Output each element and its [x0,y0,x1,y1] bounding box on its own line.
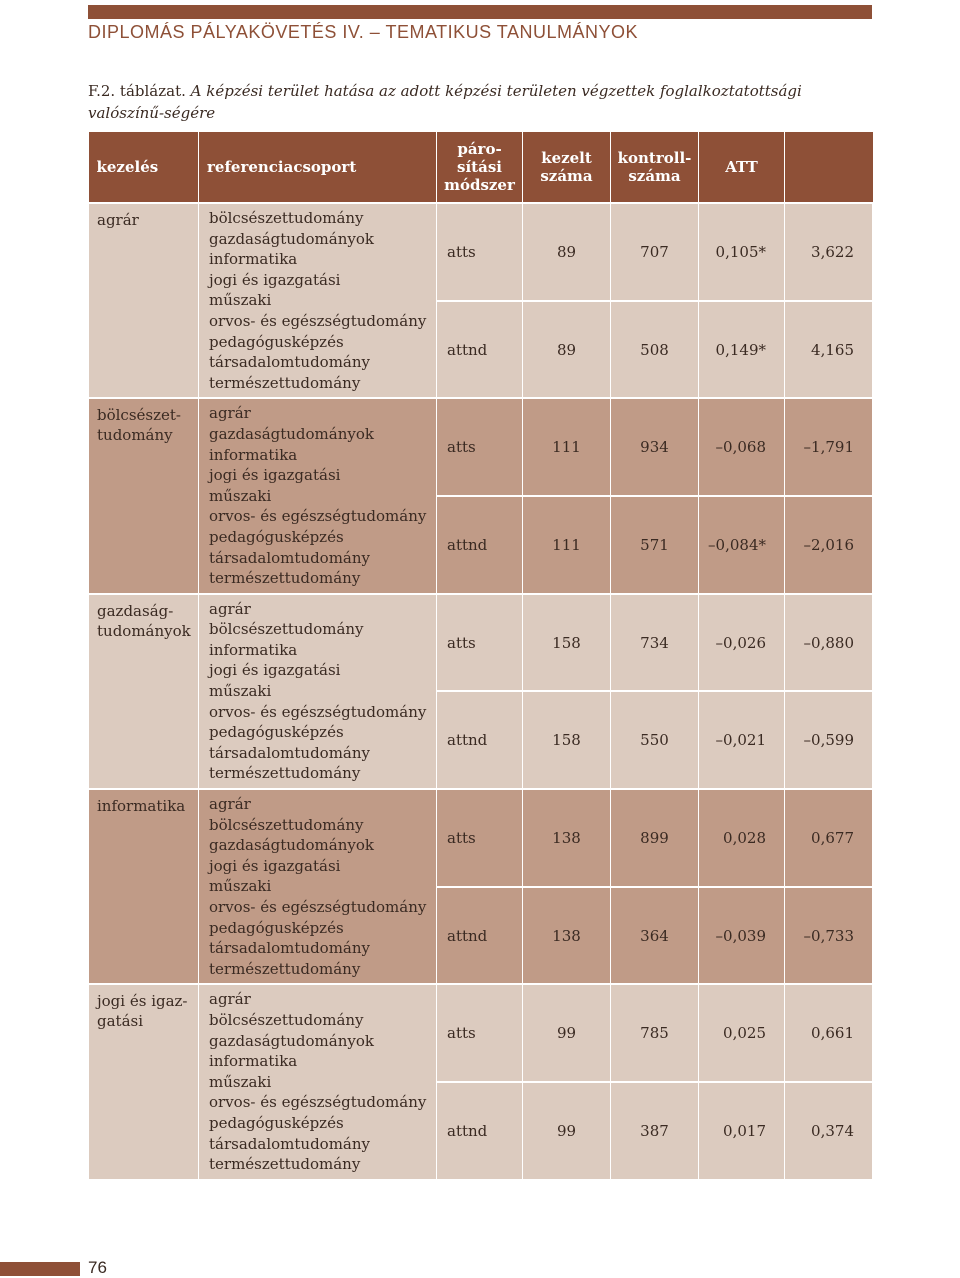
header-att: ATT [699,132,785,203]
kezelt-cell: 89 [523,203,611,301]
att-cell: –0,084* [699,496,785,594]
att-cell: 0,149* [699,301,785,399]
att-cell: 0,105* [699,203,785,301]
method-cell: atts [437,789,523,887]
t-value-cell: –0,880 [785,594,873,692]
method-cell: attnd [437,301,523,399]
referencia-item: természettudomány [209,959,361,978]
t-value-cell: 4,165 [785,301,873,399]
referencia-item: orvos- és egészségtudomány [209,702,427,721]
t-value-cell: –0,599 [785,691,873,789]
header-kezeles: kezelés [89,132,199,203]
top-color-bar [88,5,872,19]
kontroll-cell: 934 [611,398,699,496]
kontroll-cell: 571 [611,496,699,594]
referencia-item: társadalomtudomány [209,743,371,762]
header-parositasi-line3: módszer [444,176,515,194]
referencia-item: informatika [209,640,298,659]
referencia-item: orvos- és egészségtudomány [209,311,427,330]
kezelt-cell: 138 [523,887,611,985]
referencia-item: jogi és igazgatási [209,856,341,875]
kontroll-cell: 508 [611,301,699,399]
header-kezelt-szama [523,132,611,203]
method-cell: atts [437,594,523,692]
att-cell: 0,017 [699,1082,785,1180]
header-kontroll-line2: száma [628,167,681,185]
referencia-item: bölcsészettudomány [209,815,364,834]
att-cell: –0,026 [699,594,785,692]
referencia-item: orvos- és egészségtudomány [209,1093,427,1112]
referencia-item: informatika [209,1052,298,1071]
referenciacsoport-cell [199,789,437,984]
att-cell: 0,025 [699,984,785,1082]
t-value-cell: 0,677 [785,789,873,887]
table-header-row [89,132,873,203]
referencia-item: műszaki [209,291,272,310]
method-cell: atts [437,984,523,1082]
t-value-cell: –0,733 [785,887,873,985]
referencia-item: jogi és igazgatási [209,466,341,485]
referencia-item: társadalomtudomány [209,939,371,958]
footer-color-bar [0,1262,80,1276]
header-kontroll-line1: kontroll- [617,149,692,167]
kezelt-cell: 99 [523,1082,611,1180]
kezeles-text: gatási [97,1012,144,1031]
running-title: DIPLOMÁS PÁLYAKÖVETÉS IV. – TEMATIKUS TANULMÁNYOK [88,22,638,42]
kezeles-text: agrár [97,211,139,229]
referencia-item: természettudomány [209,1155,361,1174]
kezeles-text: informatika [97,797,186,816]
header-t-value [785,132,873,203]
referenciacsoport-cell [199,203,437,398]
header-kontroll-szama [611,132,699,203]
att-cell: 0,028 [699,789,785,887]
referencia-item: műszaki [209,1072,272,1091]
kontroll-cell: 387 [611,1082,699,1180]
method-cell: atts [437,398,523,496]
referencia-item: pedagógusképzés [209,723,344,742]
kontroll-cell: 785 [611,984,699,1082]
results-table [88,132,873,1181]
referencia-item: társadalomtudomány [209,548,371,567]
table-row [89,594,873,692]
kezeles-cell [89,203,199,398]
kontroll-cell: 707 [611,203,699,301]
referencia-item: orvos- és egészségtudomány [209,507,427,526]
header-parositasi-line1: páro- [457,140,502,158]
referenciacsoport-cell [199,984,437,1179]
referencia-item: műszaki [209,486,272,505]
referencia-item: pedagógusképzés [209,332,344,351]
referencia-item: bölcsészettudomány [209,209,364,227]
table-row [89,203,873,301]
kezeles-cell [89,789,199,984]
referencia-item: műszaki [209,877,272,896]
referencia-item: bölcsészettudomány [209,620,364,639]
referencia-item: természettudomány [209,764,361,783]
header-parositasi-line2: sítási [457,158,502,176]
kontroll-cell: 899 [611,789,699,887]
referencia-item: agrár [209,795,251,814]
page-number: 76 [88,1258,107,1277]
referencia-item: pedagógusképzés [209,1113,344,1132]
referencia-item: jogi és igazgatási [209,661,341,680]
header-kezelt-line2: száma [540,167,593,185]
referencia-item: társadalomtudomány [209,1134,371,1153]
referencia-item: agrár [209,599,251,618]
referencia-item: pedagógusképzés [209,918,344,937]
kontroll-cell: 364 [611,887,699,985]
table-row [89,984,873,1082]
referencia-item: műszaki [209,682,272,701]
referencia-item: informatika [209,445,298,464]
table-caption [88,80,872,124]
kezeles-cell [89,398,199,593]
kezelt-cell: 99 [523,984,611,1082]
method-cell: attnd [437,887,523,985]
kezeles-cell [89,984,199,1179]
referencia-item: természettudomány [209,569,361,588]
referencia-item: gazdaságtudományok [209,1031,374,1050]
header-referenciacsoport: referenciacsoport [199,132,437,203]
t-value-cell: 3,622 [785,203,873,301]
method-cell: atts [437,203,523,301]
referencia-item: gazdaságtudományok [209,424,374,443]
referencia-item: gazdaságtudományok [209,229,374,248]
referencia-item: természettudomány [209,373,361,392]
kezeles-text: bölcsészet- [97,406,181,425]
referencia-item: gazdaságtudományok [209,836,374,855]
referenciacsoport-cell [199,594,437,789]
method-cell: attnd [437,691,523,789]
referencia-item: agrár [209,990,251,1009]
referencia-item: pedagógusképzés [209,527,344,546]
kezeles-text: tudomány [97,426,173,445]
att-cell: –0,068 [699,398,785,496]
referencia-item: informatika [209,250,298,269]
t-value-cell: –2,016 [785,496,873,594]
referencia-item: orvos- és egészségtudomány [209,898,427,916]
referencia-item: társadalomtudomány [209,353,371,372]
t-value-cell: 0,374 [785,1082,873,1180]
method-cell: attnd [437,1082,523,1180]
table-body [89,203,873,1180]
kezelt-cell: 111 [523,398,611,496]
header-kezelt-line1: kezelt [541,149,592,167]
kontroll-cell: 734 [611,594,699,692]
referencia-item: jogi és igazgatási [209,270,341,289]
kezeles-cell [89,594,199,789]
caption-text: A képzési terület hatása az adott képzési területen végzettek foglalkoztatottsági valószínű-ségére [88,82,802,122]
caption-label: F.2. táblázat. [88,82,186,100]
kezelt-cell: 89 [523,301,611,399]
table-row [89,789,873,887]
kontroll-cell: 550 [611,691,699,789]
kezelt-cell: 158 [523,691,611,789]
t-value-cell: 0,661 [785,984,873,1082]
header-parositasi-modszer [437,132,523,203]
kezelt-cell: 138 [523,789,611,887]
table-row [89,398,873,496]
referencia-item: agrár [209,404,251,423]
method-cell: attnd [437,496,523,594]
kezeles-text: jogi és igaz- [97,992,188,1011]
referencia-item: bölcsészettudomány [209,1010,364,1029]
kezeles-text: tudományok [97,621,191,640]
att-cell: –0,021 [699,691,785,789]
att-cell: –0,039 [699,887,785,985]
kezeles-text: gazdaság- [97,601,174,620]
referenciacsoport-cell [199,398,437,593]
kezelt-cell: 111 [523,496,611,594]
kezelt-cell: 158 [523,594,611,692]
t-value-cell: –1,791 [785,398,873,496]
